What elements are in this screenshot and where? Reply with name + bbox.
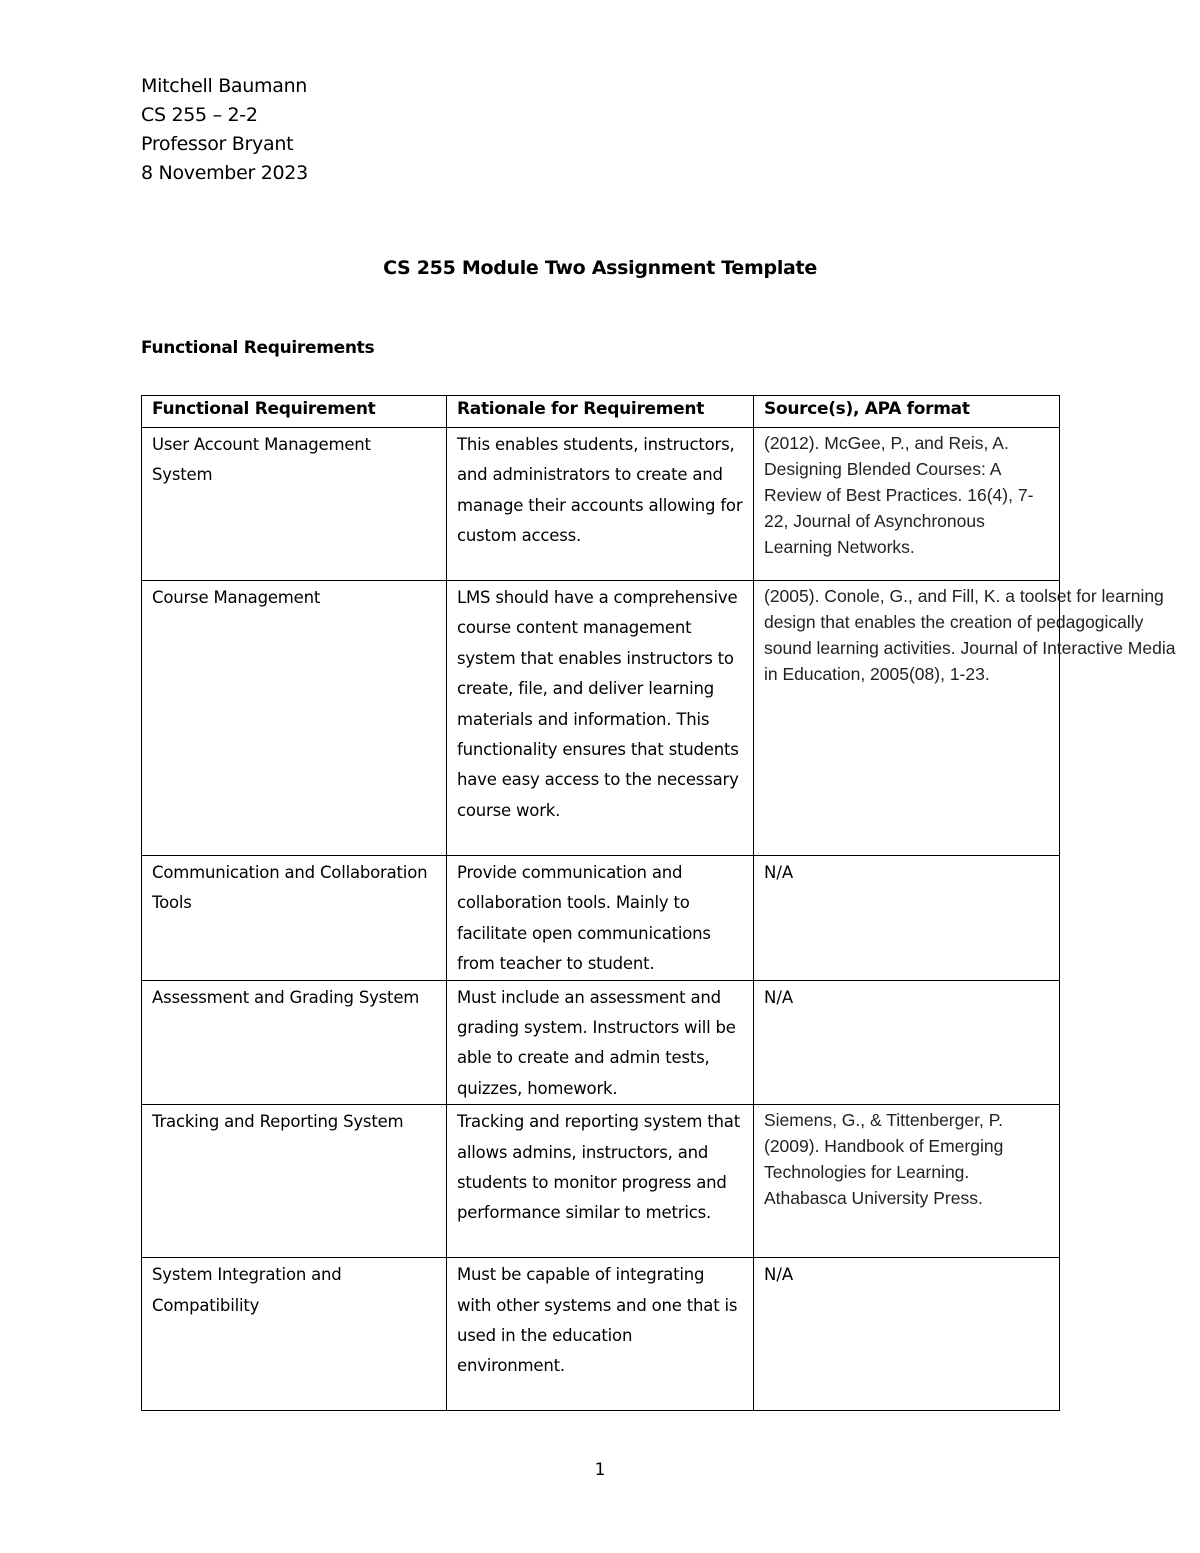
source-cell: Siemens, G., & Tittenberger, P. (2009). Handbook of Emerging Technologies for Learning. Athabasca University Press. <box>754 1105 1060 1258</box>
requirement-cell: System Integration and Compatibility <box>142 1258 447 1411</box>
table-row <box>142 1105 1060 1258</box>
requirement-cell: Communication and Collaboration Tools <box>142 856 447 981</box>
table-row <box>142 980 1060 1105</box>
source-cell: N/A <box>754 1258 1060 1411</box>
rationale-cell: Tracking and reporting system that allows admins, instructors, and students to monitor progress and performance similar to metrics. <box>447 1105 754 1258</box>
requirements-table <box>141 395 1176 1411</box>
table-row <box>142 1258 1060 1411</box>
rationale-cell: Must be capable of integrating with other systems and one that is used in the education environment. <box>447 1258 754 1411</box>
source-cell <box>754 581 1176 856</box>
rationale-cell: This enables students, instructors, and administrators to create and manage their accounts allowing for custom access. <box>447 428 754 581</box>
source-cell: N/A <box>754 856 1060 981</box>
professor-name: Professor Bryant <box>141 133 294 155</box>
document-header <box>141 72 308 188</box>
requirement-cell: Course Management <box>142 581 447 856</box>
course-code: CS 255 – 2-2 <box>141 104 258 126</box>
table-row <box>142 856 1060 981</box>
rationale-cell: Provide communication and collaboration tools. Mainly to facilitate open communications from teacher to student. <box>447 856 754 981</box>
requirement-cell: User Account Management System <box>142 428 447 581</box>
requirement-cell: Assessment and Grading System <box>142 980 447 1105</box>
source-text: (2005). Conole, G., and Fill, K. a toolset for learning design that enables the creation of pedagogically sound learning activities. Journal of Interactive Media in Education, 2005(08), 1-23. <box>764 586 1176 684</box>
requirement-cell: Tracking and Reporting System <box>142 1105 447 1258</box>
rationale-cell: LMS should have a comprehensive course content management system that enables instructors to create, file, and deliver learning materials and information. This functionality ensures that students have easy access to the necessary course work. <box>447 581 754 856</box>
submission-date: 8 November 2023 <box>141 162 308 184</box>
column-header-rationale: Rationale for Requirement <box>447 396 754 428</box>
column-header-requirement: Functional Requirement <box>142 396 447 428</box>
table-row <box>142 428 1060 581</box>
page-number: 1 <box>594 1460 606 1480</box>
author-name: Mitchell Baumann <box>141 75 308 97</box>
source-cell: (2012). McGee, P., and Reis, A. Designing Blended Courses: A Review of Best Practices. 16(4), 7-22, Journal of Asynchronous Learning Networks. <box>754 428 1060 581</box>
table-row <box>142 581 1060 856</box>
rationale-cell: Must include an assessment and grading system. Instructors will be able to create and admin tests, quizzes, homework. <box>447 980 754 1105</box>
source-cell: N/A <box>754 980 1060 1105</box>
column-header-source: Source(s), APA format <box>754 396 1060 428</box>
table-header-row <box>142 396 1060 428</box>
document-title: CS 255 Module Two Assignment Template <box>383 257 817 279</box>
section-heading: Functional Requirements <box>141 338 375 358</box>
